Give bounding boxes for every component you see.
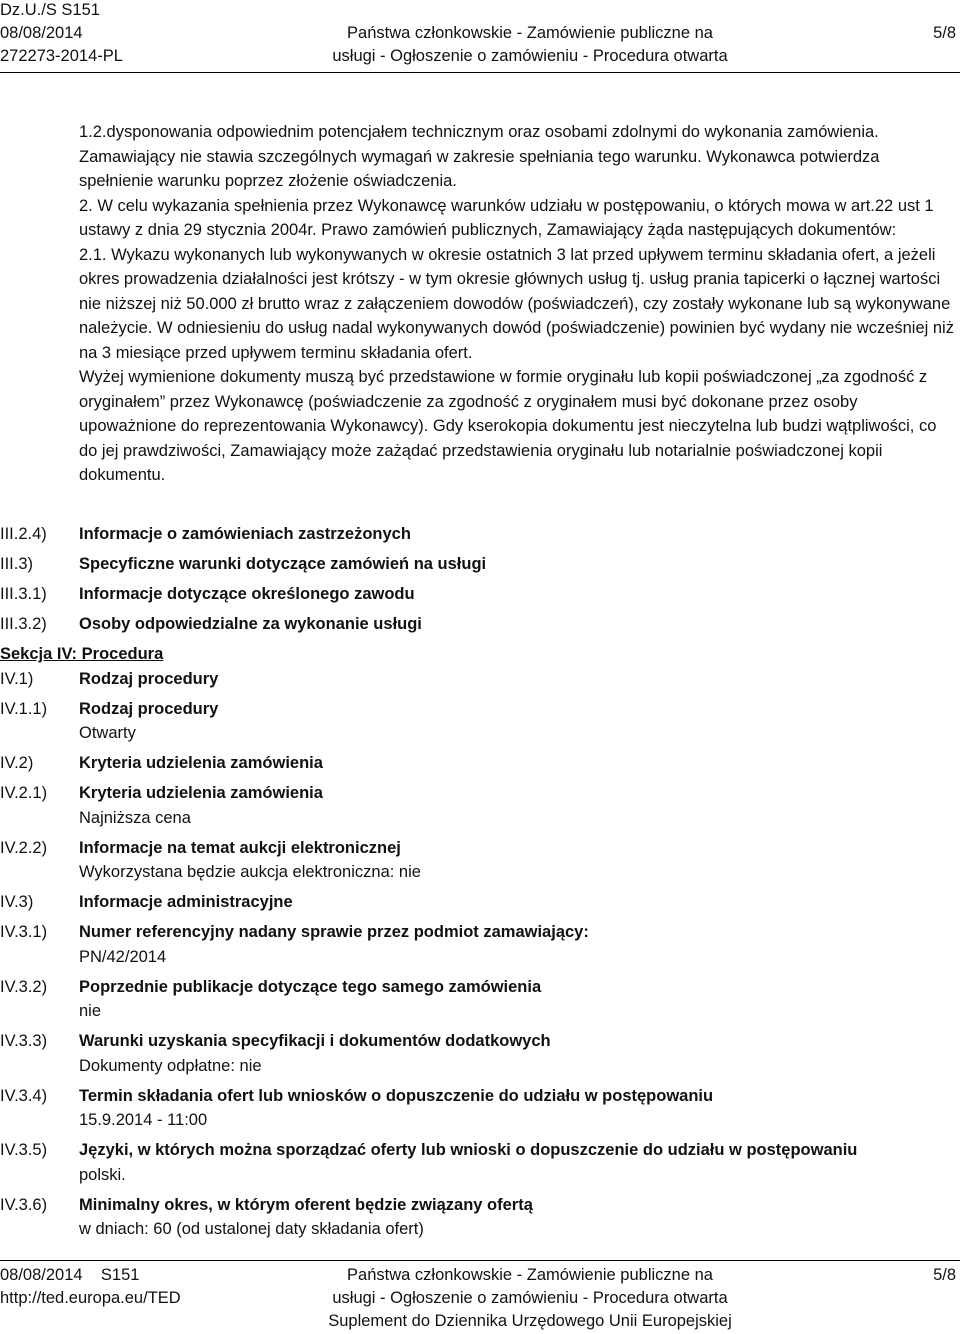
section-value: nie bbox=[79, 1002, 102, 1020]
section-title: Poprzednie publikacje dotyczące tego samego zamówienia bbox=[79, 978, 542, 996]
footer-supplement: Suplement do Dziennika Urzędowego Unii Europejskiej bbox=[328, 1312, 732, 1330]
section-title: Informacje administracyjne bbox=[79, 893, 293, 911]
section-title: Specyficzne warunki dotyczące zamówień na usługi bbox=[79, 555, 487, 573]
section-number: III.3.1) bbox=[0, 585, 47, 603]
conditions-text bbox=[79, 120, 954, 488]
header-date: 08/08/2014 bbox=[0, 24, 83, 42]
header-journal-ref: Dz.U./S S151 bbox=[0, 1, 100, 19]
footer-page-number: 5/8 bbox=[933, 1266, 956, 1284]
footer-date-issue: 08/08/2014 S151 bbox=[0, 1266, 140, 1284]
section-value: Najniższa cena bbox=[79, 809, 191, 827]
section-number: III.2.4) bbox=[0, 525, 47, 543]
section-number: IV.3.3) bbox=[0, 1032, 48, 1050]
paragraph: 2.1. Wykazu wykonanych lub wykonywanych w okresie ostatnich 3 lat przed upływem terminu składania ofert, a jeżeli okres prowadzenia działalności jest krótszy - w tym okresie głównych usług tj. usług prania tapicerki o łącznej wartości nie niższej niż 50.000 zł brutto wraz z załączeniem dowodów (poświadczeń), czy zostały wykonane lub są wykonywane należycie. W odniesieniu do usług nadal wykonywanych dowód (poświadczenie) powinien być wydany nie wcześniej niż na 3 miesiące przed upływem terminu składania ofert. bbox=[79, 245, 954, 362]
section-value: polski. bbox=[79, 1166, 126, 1184]
section-title: Warunki uzyskania specyfikacji i dokumentów dodatkowych bbox=[79, 1032, 551, 1050]
section-title: Rodzaj procedury bbox=[79, 700, 219, 718]
section-number: IV.2.1) bbox=[0, 784, 48, 802]
section-number: IV.1) bbox=[0, 670, 34, 688]
section-title: Osoby odpowiedzialne za wykonanie usługi bbox=[79, 615, 422, 633]
footer-rule bbox=[0, 1260, 960, 1261]
section-value: Wykorzystana będzie aukcja elektroniczna: nie bbox=[79, 863, 421, 881]
section-value: Otwarty bbox=[79, 724, 136, 742]
section-title: Minimalny okres, w którym oferent będzie związany ofertą bbox=[79, 1196, 533, 1214]
section-number: III.3.2) bbox=[0, 615, 47, 633]
section-title: Kryteria udzielenia zamówienia bbox=[79, 754, 323, 772]
header-title-line1: Państwa członkowskie - Zamówienie publiczne na bbox=[347, 24, 713, 42]
header-page-number: 5/8 bbox=[933, 24, 956, 42]
section-title: Języki, w których można sporządzać oferty lub wnioski o dopuszczenie do udziału w postępowaniu bbox=[79, 1141, 858, 1159]
header-title-line2: usługi - Ogłoszenie o zamówieniu - Procedura otwarta bbox=[332, 47, 728, 65]
section-number: IV.2.2) bbox=[0, 839, 48, 857]
header-notice-number: 272273-2014-PL bbox=[0, 47, 123, 65]
section-number: IV.3.2) bbox=[0, 978, 48, 996]
section-title: Kryteria udzielenia zamówienia bbox=[79, 784, 323, 802]
section-number: III.3) bbox=[0, 555, 34, 573]
paragraph: 1.2.dysponowania odpowiednim potencjałem technicznym oraz osobami zdolnymi do wykonania zamówienia. Zamawiający nie stawia szczególnych wymagań w zakresie spełniania tego warunku. Wykonawca potwierdza spełnienie warunku poprzez złożenie oświadczenia. bbox=[79, 123, 880, 190]
section-number: IV.2) bbox=[0, 754, 34, 772]
footer-title-line2: usługi - Ogłoszenie o zamówieniu - Procedura otwarta bbox=[332, 1289, 728, 1307]
section-number: IV.3) bbox=[0, 893, 34, 911]
section-title: Rodzaj procedury bbox=[79, 670, 219, 688]
section-value: PN/42/2014 bbox=[79, 948, 167, 966]
footer-title-line1: Państwa członkowskie - Zamówienie publiczne na bbox=[347, 1266, 713, 1284]
section-title: Numer referencyjny nadany sprawie przez podmiot zamawiający: bbox=[79, 923, 589, 941]
section-number: IV.3.4) bbox=[0, 1087, 48, 1105]
section-number: IV.3.5) bbox=[0, 1141, 48, 1159]
section-value: w dniach: 60 (od ustalonej daty składania ofert) bbox=[79, 1220, 424, 1238]
section-title: Termin składania ofert lub wniosków o dopuszczenie do udziału w postępowaniu bbox=[79, 1087, 714, 1105]
section-title: Informacje na temat aukcji elektronicznej bbox=[79, 839, 401, 857]
footer-url[interactable]: http://ted.europa.eu/TED bbox=[0, 1289, 181, 1307]
section-iv-heading: Sekcja IV: Procedura bbox=[0, 645, 164, 663]
section-value: Dokumenty odpłatne: nie bbox=[79, 1057, 262, 1075]
section-value: 15.9.2014 - 11:00 bbox=[79, 1111, 208, 1129]
section-number: IV.3.6) bbox=[0, 1196, 48, 1214]
header-rule bbox=[0, 72, 960, 73]
section-number: IV.3.1) bbox=[0, 923, 48, 941]
paragraph: 2. W celu wykazania spełnienia przez Wykonawcę warunków udziału w postępowaniu, o których mowa w art.22 ust 1 ustawy z dnia 29 stycznia 2004r. Prawo zamówień publicznych, Zamawiający żąda następujących dokumentów: bbox=[79, 196, 934, 239]
section-number: IV.1.1) bbox=[0, 700, 48, 718]
paragraph: Wyżej wymienione dokumenty muszą być przedstawione w formie oryginału lub kopii poświadczonej „za zgodność z oryginałem” przez Wykonawcę (poświadczenie za zgodność z oryginałem musi być dokonane przez osoby upoważnione do reprezentowania Wykonawcy). Gdy kserokopia dokumentu jest nieczytelna lub budzi wątpliwości, co do jej prawdziwości, Zamawiający może zażądać przedstawienia oryginału lub notarialnie poświadczonej kopii dokumentu. bbox=[79, 368, 937, 484]
section-title: Informacje o zamówieniach zastrzeżonych bbox=[79, 525, 411, 543]
section-title: Informacje dotyczące określonego zawodu bbox=[79, 585, 415, 603]
